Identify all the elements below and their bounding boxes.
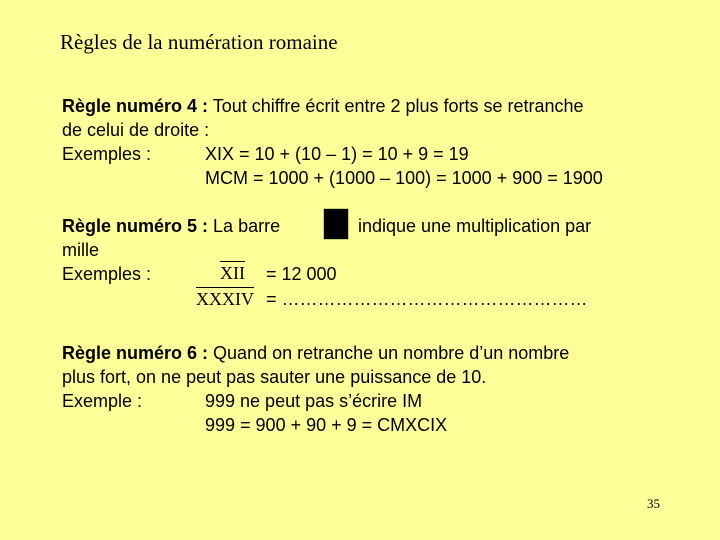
bar-symbol-box	[323, 208, 349, 240]
rule6-label: Règle numéro 6 :	[62, 343, 209, 363]
rule5-label: Règle numéro 5 :	[62, 216, 209, 236]
rule5-text-before: La barre	[213, 216, 281, 236]
rule4-line1	[62, 94, 584, 118]
rule6-text-line2: plus fort, on ne peut pas sauter une puissance de 10.	[62, 367, 487, 387]
rule4-label: Règle numéro 4 :	[62, 96, 209, 116]
rule6-example1: 999 ne peut pas s’écrire IM	[205, 391, 423, 411]
rule5-text-after: indique une multiplication par	[358, 216, 592, 236]
rule5-example1-result: = 12 000	[266, 264, 337, 284]
rule4-text-line2: de celui de droite :	[62, 120, 210, 140]
rule5-text-line2: mille	[62, 240, 100, 260]
rule5-example1-roman: XII	[220, 263, 245, 283]
rule4-example1: XIX = 10 + (10 – 1) = 10 + 9 = 19	[205, 144, 469, 164]
slide-title: Règles de la numération romaine	[60, 30, 338, 54]
rule6-example2: 999 = 900 + 90 + 9 = CMXCIX	[205, 415, 448, 435]
rule5-examples-label: Exemples :	[62, 264, 152, 284]
rule6-text-line1: Quand on retranche un nombre d’un nombre	[213, 343, 570, 363]
rule5-line1	[62, 214, 280, 238]
rule4-text-line1: Tout chiffre écrit entre 2 plus forts se retranche	[212, 96, 584, 116]
rule4-examples-label: Exemples :	[62, 144, 152, 164]
rule5-example2-result: = ……………………………………………	[266, 289, 588, 309]
rule6-example-label: Exemple :	[62, 391, 143, 411]
rule6-line1	[62, 341, 569, 365]
rule4-example2: MCM = 1000 + (1000 – 100) = 1000 + 900 = 1900	[205, 168, 603, 188]
rule5-example2-roman: XXXIV	[196, 289, 254, 309]
page-number: 35	[647, 496, 660, 511]
